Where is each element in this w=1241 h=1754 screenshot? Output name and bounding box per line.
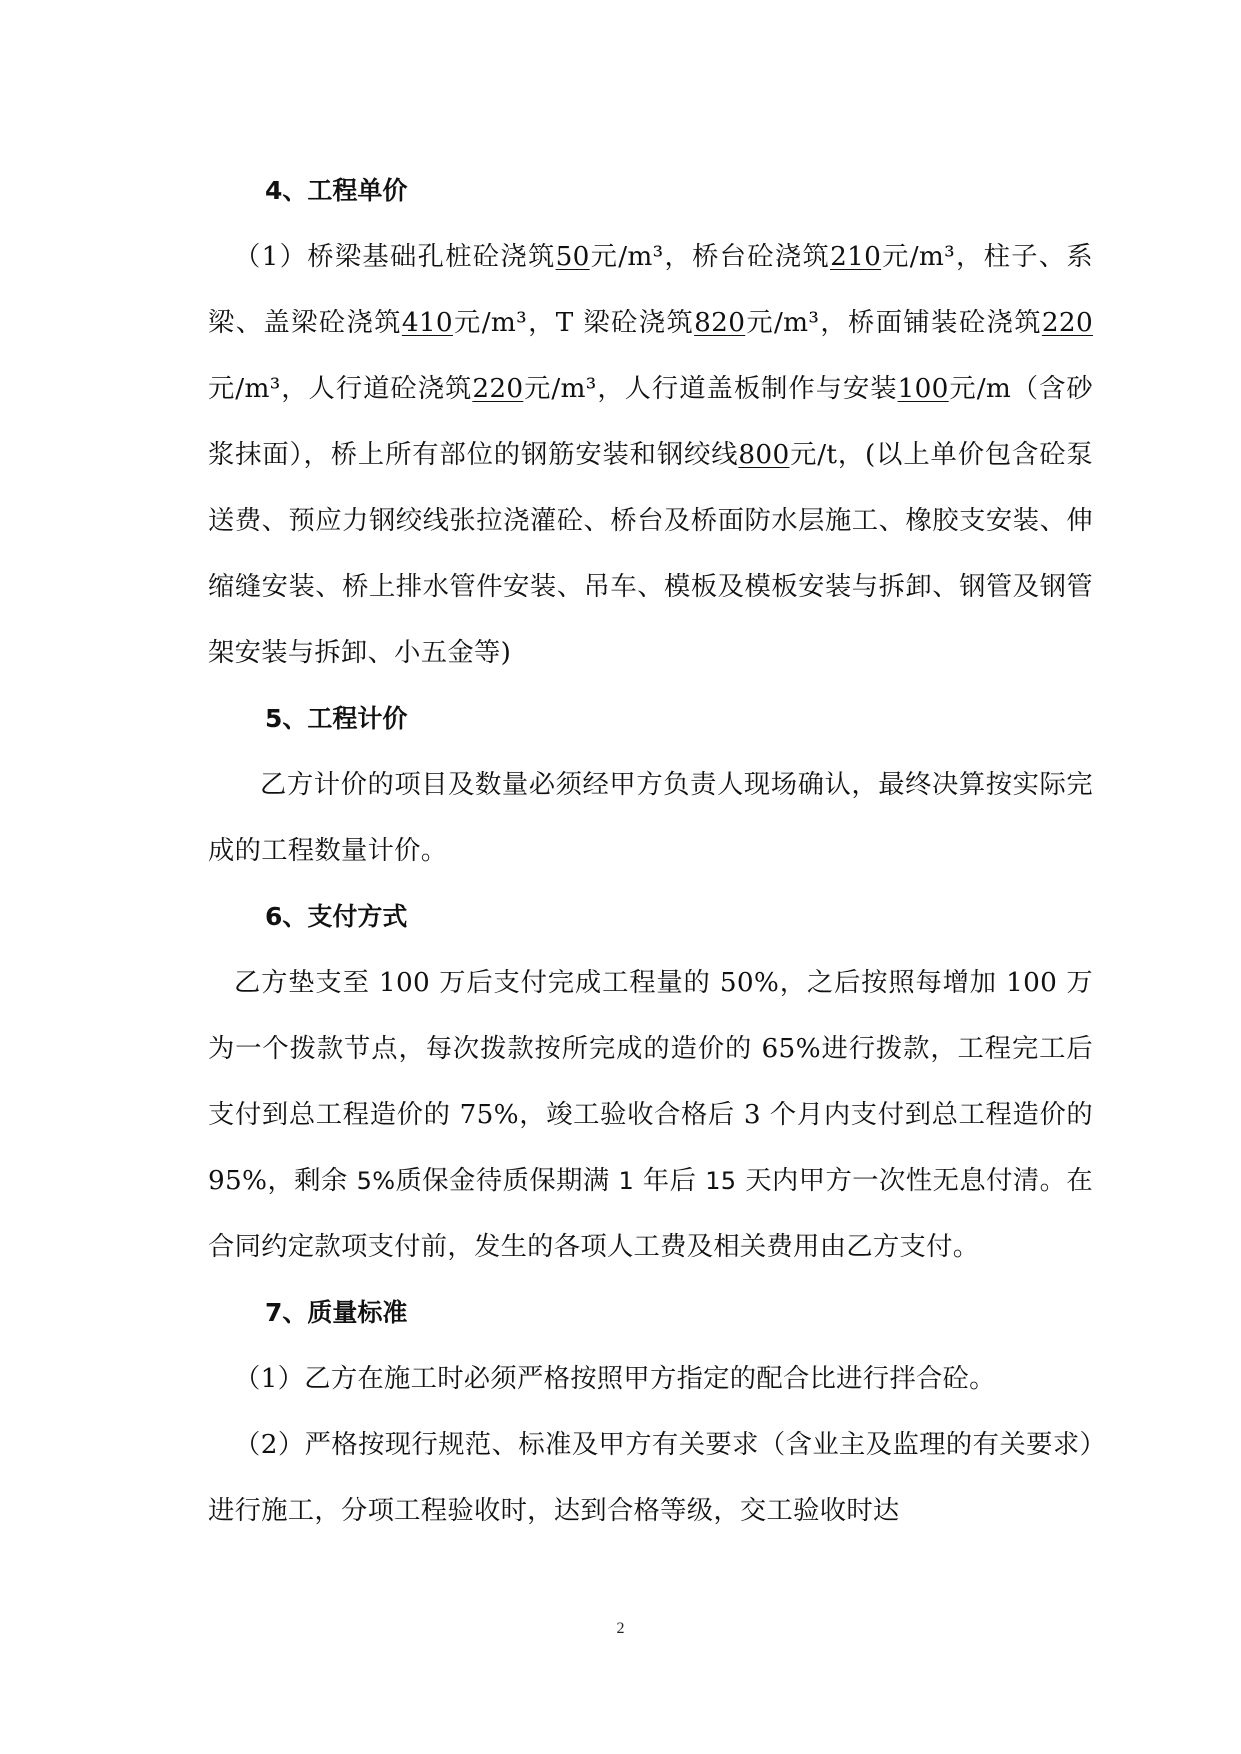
text-run: 质保金待质保期满 — [395, 1166, 619, 1196]
quality-item-2: （2）严格按现行规范、标准及甲方有关要求（含业主及监理的有关要求）进行施工，分项工程验收时，达到合格等级，交工验收时达 — [208, 1430, 1093, 1526]
text-run: 天内甲方一次性无息付清。在合同约定款项支付前，发生的各项人工费及相关费用由乙方支付。 — [208, 1166, 1093, 1262]
section-heading-pricing: 5、工程计价 — [265, 704, 408, 733]
text-run: 元/m（含砂浆抹面），桥上所有部位的钢筋安装和钢绞线 — [208, 374, 1093, 470]
document-body — [208, 158, 1093, 1544]
payment-paragraph — [208, 950, 1093, 1280]
price-t-beam: 820 — [694, 308, 746, 338]
text-run: 元/t，(以上单价包含砼泵送费、预应力钢绞线张拉浇灌砼、桥台及桥面防水层施工、橡胶支安装、伸缩缝安装、桥上排水管件安装、吊车、模板及模板安装与拆卸、钢管及钢管架安装与拆卸、小五金等) — [208, 440, 1093, 668]
text-run: 元/m³，桥台砼浇筑 — [589, 242, 831, 272]
price-sidewalk: 220 — [472, 374, 524, 404]
text-run: 乙方垫支至 100 万后支付完成工程量的 50%，之后按照每增加 100 万为一个拨款节点，每次拨款按所完成的造价的 65%进行拨款，工程完工后支付到总工程造价的 75%，竣工验收合格后 3 个月内支付到总工程造价的 95%，剩余 — [208, 968, 1093, 1196]
price-deck-paving: 220 — [1041, 308, 1093, 338]
unit-price-paragraph — [208, 224, 1093, 686]
payment-days: 15 — [705, 1167, 737, 1195]
text-run: 元/m³，T 梁砼浇筑 — [452, 308, 695, 338]
pricing-paragraph: 乙方计价的项目及数量必须经甲方负责人现场确认，最终决算按实际完成的工程数量计价。 — [208, 770, 1093, 866]
section-heading-payment: 6、支付方式 — [265, 902, 408, 931]
quality-item-1: （1）乙方在施工时必须严格按照甲方指定的配合比进行拌合砼。 — [234, 1364, 996, 1394]
text-run: 元/m³，柱子、系梁、盖梁砼浇筑 — [208, 242, 1093, 338]
text-run: 元/m³，桥面铺装砼浇筑 — [745, 308, 1042, 338]
warranty-years: 1 — [618, 1167, 635, 1195]
page-number: 2 — [616, 1620, 625, 1637]
price-foundation-pile: 50 — [555, 242, 590, 272]
text-run: （1）桥梁基础孔桩砼浇筑 — [234, 242, 556, 272]
text-run: 年后 — [634, 1166, 706, 1196]
price-rebar-strand: 800 — [738, 440, 790, 470]
section-heading-unit-price: 4、工程单价 — [265, 176, 408, 205]
price-abutment: 210 — [830, 242, 882, 272]
retention-percent: 5% — [356, 1167, 396, 1195]
section-heading-quality: 7、质量标准 — [265, 1298, 408, 1327]
text-run: 元/m³，人行道盖板制作与安装 — [523, 374, 898, 404]
price-column-beam: 410 — [401, 308, 453, 338]
price-cover-plate: 100 — [897, 374, 949, 404]
text-run: 元/m³，人行道砼浇筑 — [208, 374, 473, 404]
